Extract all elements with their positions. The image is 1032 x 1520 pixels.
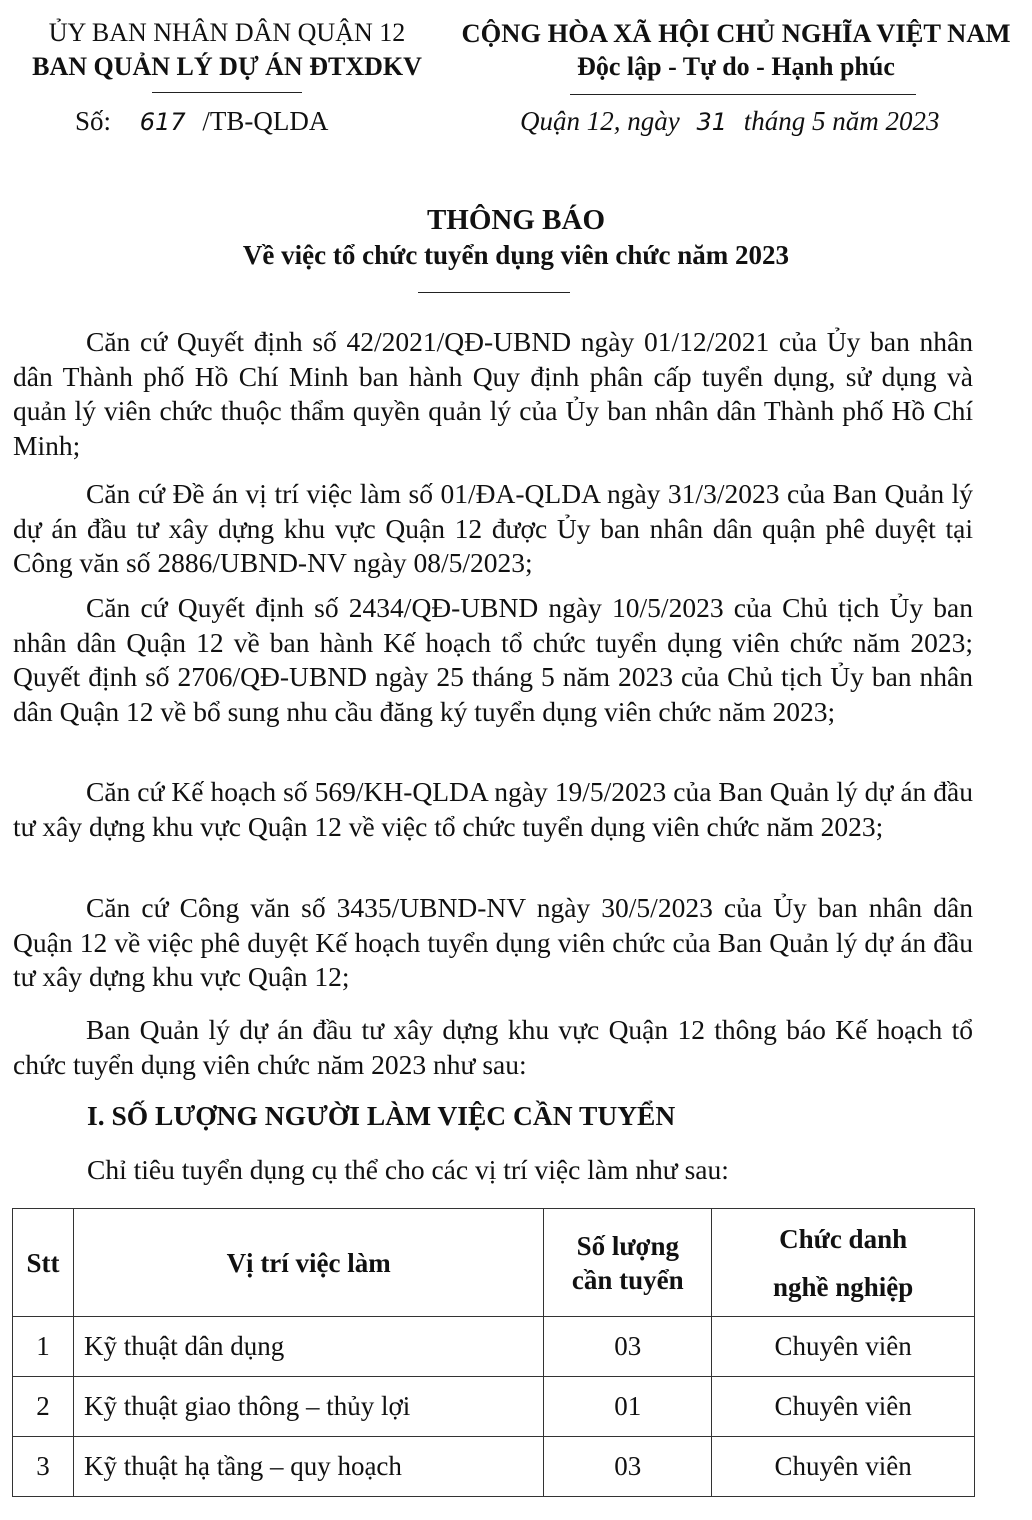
title-underline (418, 292, 570, 293)
doc-number-suffix: /TB-QLDA (202, 106, 329, 136)
date-part-1: Quận 12, ngày (520, 106, 680, 136)
issuer-underline (152, 92, 302, 93)
nation-line-2: Độc lập - Tự do - Hạnh phúc (577, 52, 895, 81)
doc-number-handwritten: 617 (139, 108, 186, 136)
row-job-title: Chuyên viên (712, 1317, 975, 1377)
section-1-heading: I. SỐ LƯỢNG NGƯỜI LÀM VIỆC CẦN TUYỂN (87, 1100, 676, 1131)
document-title: THÔNG BÁO (426, 204, 606, 236)
header-job-title-line-1: Chức danh (779, 1223, 908, 1254)
header-job-title-line-2: nghề nghiệp (772, 1271, 914, 1302)
issuer-line-1: ỦY BAN NHÂN DÂN QUẬN 12 (48, 18, 406, 47)
doc-number-prefix: Số: (75, 106, 112, 136)
header-stt: Stt (13, 1209, 74, 1317)
row-position: Kỹ thuật hạ tầng – quy hoạch (73, 1437, 543, 1497)
header-quantity (544, 1209, 712, 1317)
table-row (13, 1317, 975, 1377)
row-stt: 2 (13, 1377, 74, 1437)
paragraph-announcement: Ban Quản lý dự án đầu tư xây dựng khu vực Quận 12 thông báo Kế hoạch tổ chức tuyển dụng viên chức năm 2023 như sau: (13, 1014, 973, 1080)
document-date (520, 106, 940, 137)
row-position: Kỹ thuật giao thông – thủy lợi (73, 1377, 543, 1437)
date-part-2: tháng 5 năm 2023 (743, 106, 940, 136)
row-quantity: 01 (544, 1377, 712, 1437)
row-stt: 1 (13, 1317, 74, 1377)
table-row (13, 1437, 975, 1497)
row-position: Kỹ thuật dân dụng (73, 1317, 543, 1377)
row-quantity: 03 (544, 1437, 712, 1497)
nation-underline (570, 94, 916, 95)
document-number (75, 106, 328, 137)
issuer-line-2: BAN QUẢN LÝ DỰ ÁN ĐTXDKV (32, 52, 422, 81)
paragraph-legal-basis-3: Căn cứ Quyết định số 2434/QĐ-UBND ngày 10/5/2023 của Chủ tịch Ủy ban nhân dân Quận 12 về ban hành Kế hoạch tổ chức tuyển dụng viên chức năm 2023; Quyết định số 2706/QĐ-UBND ngày 25 tháng 5 năm 2023 của Chủ tịch Ủy ban nhân dân Quận 12 về bổ sung nhu cầu đăng ký tuyển dụng viên chức năm 2023; (13, 592, 973, 727)
header-quantity-line-1: Số lượng (576, 1230, 679, 1261)
header-quantity-line-2: cần tuyển (571, 1264, 684, 1295)
paragraph-legal-basis-5: Căn cứ Công văn số 3435/UBND-NV ngày 30/5/2023 của Ủy ban nhân dân Quận 12 về việc phê duyệt Kế hoạch tuyển dụng viên chức của Ban Quản lý dự án đầu tư xây dựng khu vực Quận 12; (13, 892, 973, 992)
row-quantity: 03 (544, 1317, 712, 1377)
row-stt: 3 (13, 1437, 74, 1497)
nation-line-1: CỘNG HÒA XÃ HỘI CHỦ NGHĨA VIỆT NAM (461, 18, 1011, 48)
row-job-title: Chuyên viên (712, 1377, 975, 1437)
paragraph-legal-basis-1: Căn cứ Quyết định số 42/2021/QĐ-UBND ngày 01/12/2021 của Ủy ban nhân dân Thành phố Hồ Chí Minh ban hành Quy định phân cấp tuyển dụng, sử dụng và quản lý viên chức thuộc thẩm quyền quản lý của Ủy ban nhân dân Thành phố Hồ Chí Minh; (13, 326, 973, 461)
row-job-title: Chuyên viên (712, 1437, 975, 1497)
recruitment-table (12, 1208, 975, 1497)
header-position: Vị trí việc làm (73, 1209, 543, 1317)
document-subtitle: Về việc tổ chức tuyển dụng viên chức năm 2023 (242, 240, 790, 270)
paragraph-legal-basis-2: Căn cứ Đề án vị trí việc làm số 01/ĐA-QLDA ngày 31/3/2023 của Ban Quản lý dự án đầu tư xây dựng khu vực Quận 12 được Ủy ban nhân dân quận phê duyệt tại Công văn số 2886/UBND-NV ngày 08/5/2023; (13, 478, 973, 578)
section-1-intro: Chỉ tiêu tuyển dụng cụ thể cho các vị trí việc làm như sau: (87, 1154, 729, 1185)
header-job-title (712, 1209, 975, 1317)
date-handwritten: 31 (696, 108, 728, 136)
table-row (13, 1377, 975, 1437)
paragraph-legal-basis-4: Căn cứ Kế hoạch số 569/KH-QLDA ngày 19/5/2023 của Ban Quản lý dự án đầu tư xây dựng khu vực Quận 12 về việc tổ chức tuyển dụng viên chức năm 2023; (13, 776, 973, 842)
table-header-row (13, 1209, 975, 1317)
